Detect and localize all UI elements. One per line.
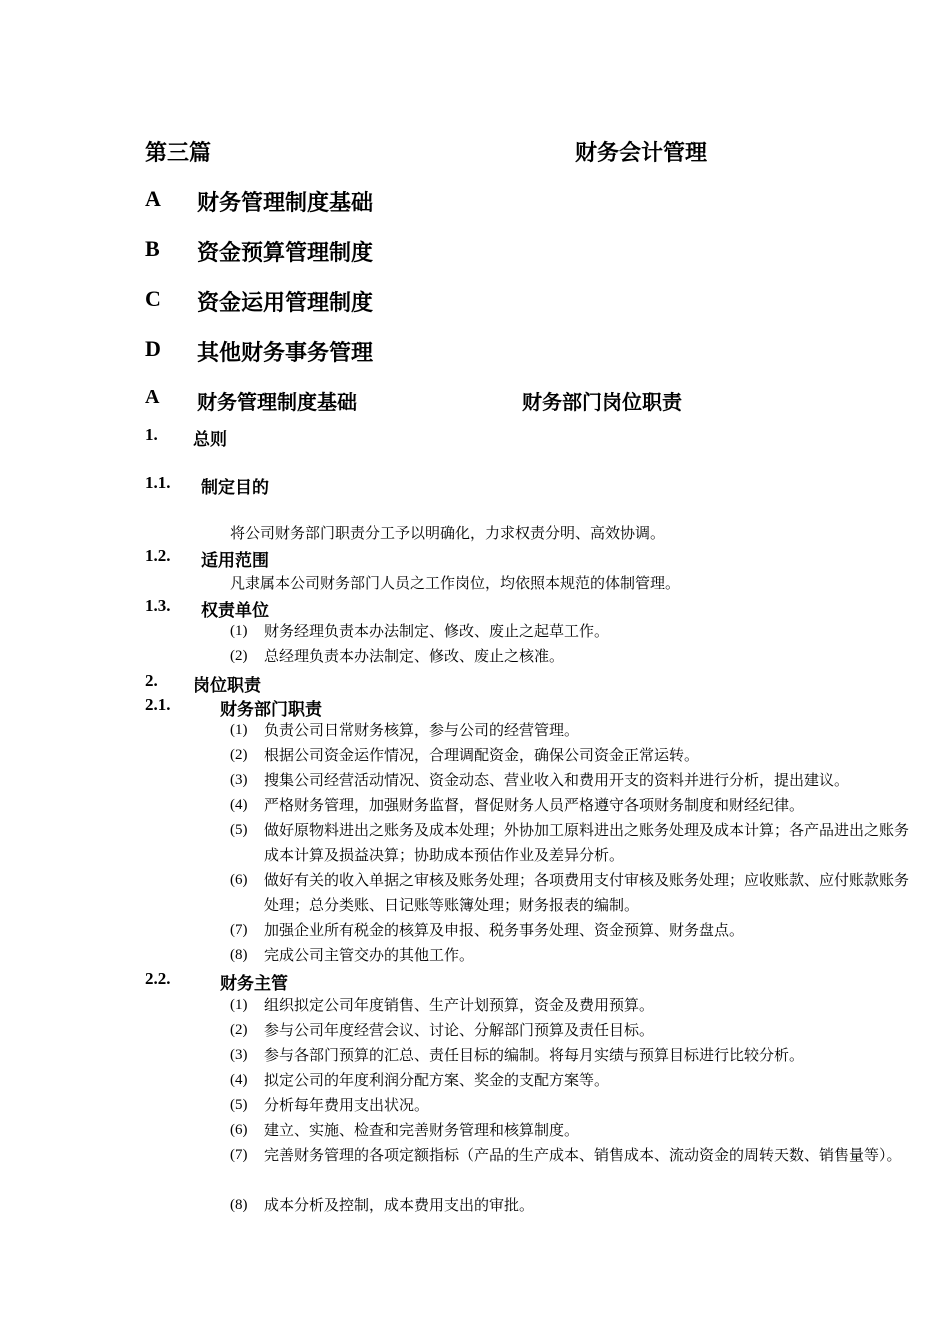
list-text: 负责公司日常财务核算，参与公司的经营管理。: [264, 721, 580, 739]
list-text: 完善财务管理的各项定额指标（产品的生产成本、销售成本、流动资金的周转天数、销售量等）。: [264, 1146, 902, 1164]
toc-text: 其他财务事务管理: [197, 340, 374, 366]
list-text: 建立、实施、检查和完善财务管理和核算制度。: [264, 1121, 580, 1139]
list-number: (3): [230, 772, 248, 788]
list-number: (6): [230, 1122, 248, 1138]
heading-text: 总则: [193, 430, 227, 450]
section-letter: A: [145, 386, 160, 408]
list-text: 成本分析及控制，成本费用支出的审批。: [264, 1196, 535, 1214]
heading-number: 1.1.: [145, 473, 171, 492]
list-text: 参与各部门预算的汇总、责任目标的编制。将每月实绩与预算目标进行比较分析。: [264, 1046, 805, 1064]
heading-number: 2.2.: [145, 969, 171, 988]
list-number: (1): [230, 623, 248, 639]
heading-text: 制定目的: [201, 478, 269, 498]
list-number: (6): [230, 872, 248, 888]
heading-text: 权责单位: [201, 601, 269, 621]
heading-text: 财务主管: [220, 974, 288, 994]
list-text: 加强企业所有税金的核算及申报、税务事务处理、资金预算、财务盘点。: [264, 921, 745, 939]
heading-number: 2.: [145, 671, 158, 690]
toc-letter: C: [145, 286, 161, 311]
heading-text: 适用范围: [201, 551, 269, 571]
part-number: 第三篇: [145, 140, 212, 166]
list-number: (1): [230, 997, 248, 1013]
list-number: (5): [230, 822, 248, 838]
section-heading: [145, 386, 745, 414]
list-text: 分析每年费用支出状况。: [264, 1096, 430, 1114]
section-title: 财务管理制度基础: [197, 390, 357, 414]
list-number: (4): [230, 1072, 248, 1088]
list-text: 根据公司资金运作情况，合理调配资金，确保公司资金正常运转。: [264, 746, 700, 764]
toc-letter: B: [145, 236, 160, 261]
list-text: 总经理负责本办法制定、修改、废止之核准。: [264, 647, 565, 665]
list-text: 严格财务管理，加强财务监督，督促财务人员严格遵守各项财务制度和财经纪律。: [264, 796, 805, 814]
list-number: (1): [230, 722, 248, 738]
part-title: 财务会计管理: [575, 140, 708, 166]
list-text: 拟定公司的年度利润分配方案、奖金的支配方案等。: [264, 1071, 610, 1089]
heading-number: 1.2.: [145, 546, 171, 565]
list-number: (4): [230, 797, 248, 813]
heading-number: 2.1.: [145, 695, 171, 714]
list-text: 财务经理负责本办法制定、修改、废止之起草工作。: [264, 622, 610, 640]
paragraph: 凡隶属本公司财务部门人员之工作岗位，均依照本规范的体制管理。: [230, 574, 681, 592]
list-text: 参与公司年度经营会议、讨论、分解部门预算及责任目标。: [264, 1021, 655, 1039]
toc-letter: D: [145, 336, 161, 361]
list-number: (8): [230, 1197, 248, 1213]
toc-letter: A: [145, 186, 161, 211]
list-text: 搜集公司经营活动情况、资金动态、营业收入和费用开支的资料并进行分析，提出建议。: [264, 771, 850, 789]
list-text: 组织拟定公司年度销售、生产计划预算，资金及费用预算。: [264, 996, 655, 1014]
paragraph: 将公司财务部门职责分工予以明确化，力求权责分明、高效协调。: [230, 524, 666, 542]
list-text: 完成公司主管交办的其他工作。: [264, 946, 475, 964]
list-number: (7): [230, 922, 248, 938]
heading-number: 1.: [145, 425, 158, 444]
heading-text: 岗位职责: [193, 676, 261, 696]
list-number: (2): [230, 1022, 248, 1038]
heading-number: 1.3.: [145, 596, 171, 615]
list-number: (2): [230, 747, 248, 763]
toc-text: 资金预算管理制度: [197, 240, 374, 266]
toc-text: 财务管理制度基础: [197, 190, 374, 216]
list-text: 做好有关的收入单据之审核及账务处理；各项费用支付审核及账务处理；应收账款、应付账款账务处理；总分类账、日记账等账簿处理；财务报表的编制。: [264, 871, 910, 914]
list-text: 做好原物料进出之账务及成本处理；外协加工原料进出之账务处理及成本计算；各产品进出之账务成本计算及损益决算；协助成本预估作业及差异分析。: [264, 821, 910, 864]
toc-text: 资金运用管理制度: [197, 290, 374, 316]
list-number: (2): [230, 648, 248, 664]
part-header: [145, 136, 745, 166]
list-number: (3): [230, 1047, 248, 1063]
list-number: (8): [230, 947, 248, 963]
list-number: (7): [230, 1147, 248, 1163]
list-number: (5): [230, 1097, 248, 1113]
heading-text: 财务部门职责: [220, 700, 322, 720]
section-subtitle: 财务部门岗位职责: [522, 390, 682, 414]
